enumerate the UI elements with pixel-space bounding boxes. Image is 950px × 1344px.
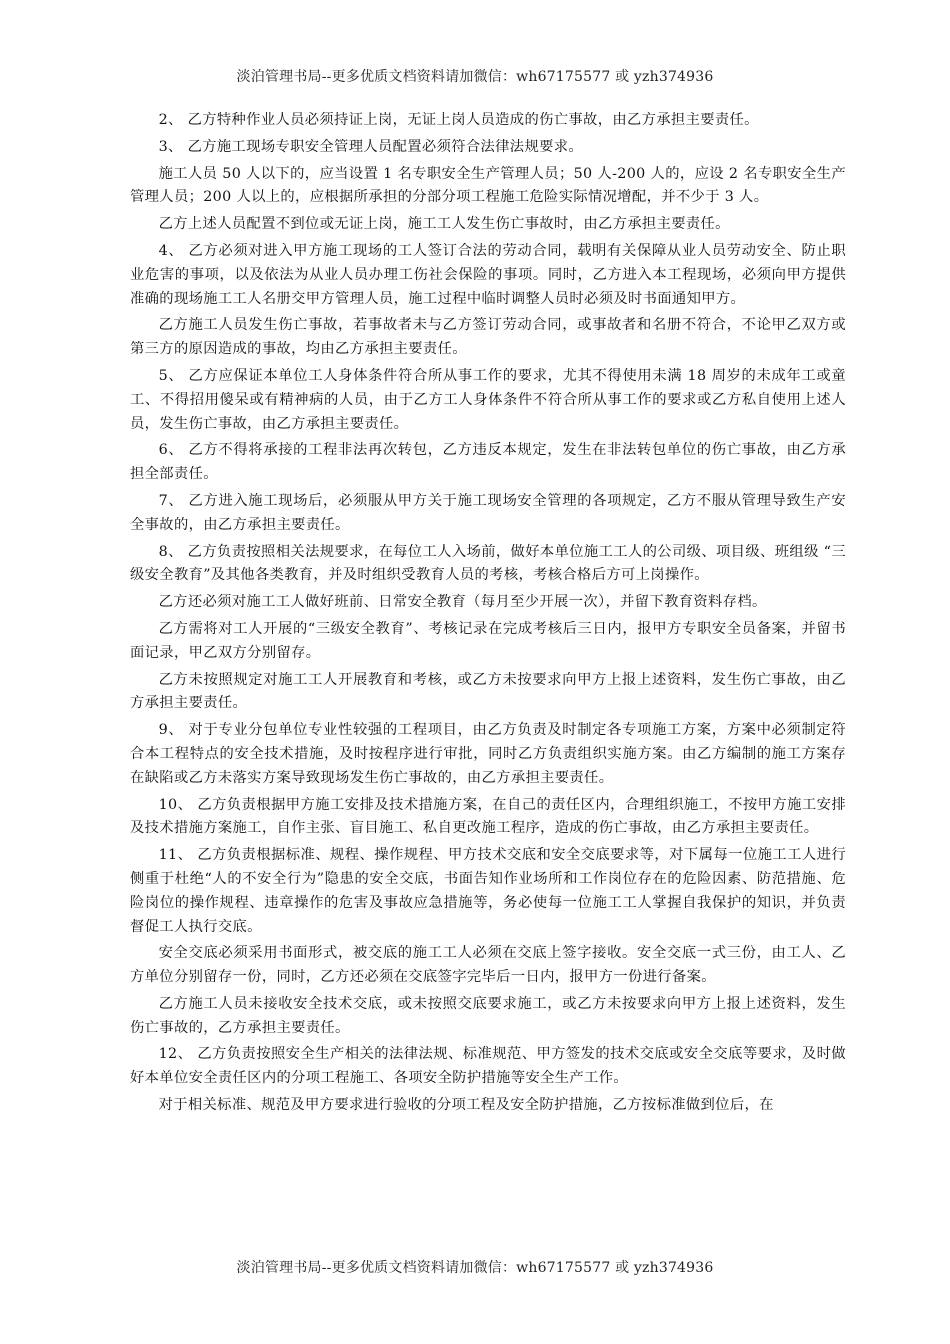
- paragraph: 2、 乙方特种作业人员必须持证上岗，无证上岗人员造成的伤亡事故，由乙方承担主要责任。: [158, 112, 759, 128]
- document-body: [130, 109, 846, 1121]
- paragraph: 11、 乙方负责根据标准、规程、操作规程、甲方技术交底和安全交底要求等，对下属每一位施工工人进行侧重于杜绝“人的不安全行为”隐患的安全交底，书面告知作业场所和工作岗位存在的危险因素、防范措施、危险岗位的操作规程、违章操作的危害及事故应急措施等，务必使每一位施工工人掌握自我保护的知识，并负责督促工人执行交底。: [130, 847, 846, 935]
- paragraph: 施工人员 50 人以下的，应当设置 1 名专职安全生产管理人员；50 人-200 人的，应设 2 名专职安全生产管理人员；200 人以上的，应根据所承担的分部分项工程施工危险实际情况增配，并不少于 3 人。: [130, 165, 846, 206]
- page-footer: 淡泊管理书局--更多优质文档资料请加微信：wh67175577 或 yzh374936: [236, 1260, 714, 1276]
- paragraph: 乙方未按照规定对施工工人开展教育和考核，或乙方未按要求向甲方上报上述资料，发生伤亡事故，由乙方承担主要责任。: [130, 671, 846, 712]
- paragraph: 5、 乙方应保证本单位工人身体条件符合所从事工作的要求，尤其不得使用未满 18 周岁的未成年工或童工、不得招用傻呆或有精神病的人员，由于乙方工人身体条件不符合所从事工作的要求或乙方私自使用上述人员，发生伤亡事故，由乙方承担主要责任。: [130, 367, 846, 432]
- page-header: 淡泊管理书局--更多优质文档资料请加微信：wh67175577 或 yzh374936: [236, 69, 714, 85]
- paragraph: 4、 乙方必须对进入甲方施工现场的工人签订合法的劳动合同，载明有关保障从业人员劳动安全、防止职业危害的事项，以及依法为从业人员办理工伤社会保险的事项。同时，乙方进入本工程现场，必须向甲方提供准确的现场施工工人名册交甲方管理人员，施工过程中临时调整人员时必须及时书面通知甲方。: [130, 242, 846, 307]
- paragraph: 乙方上述人员配置不到位或无证上岗，施工工人发生伤亡事故时，由乙方承担主要责任。: [158, 216, 730, 233]
- paragraph: 乙方需将对工人开展的“三级安全教育”、考核记录在完成考核后三日内，报甲方专职安全员备案，并留书面记录，甲乙双方分别留存。: [130, 620, 846, 661]
- paragraph: 乙方还必须对施工工人做好班前、日常安全教育（每月至少开展一次），并留下教育资料存档。: [158, 594, 767, 611]
- paragraph: 3、 乙方施工现场专职安全管理人员配置必须符合法律法规要求。: [158, 138, 584, 155]
- paragraph: 10、 乙方负责根据甲方施工安排及技术措施方案，在自己的责任区内，合理组织施工，不按甲方施工安排及技术措施方案施工，自作主张、盲目施工、私自更改施工程序，造成的伤亡事故，由乙方承担主要责任。: [130, 796, 846, 837]
- paragraph: 7、 乙方进入施工现场后，必须服从甲方关于施工现场安全管理的各项规定，乙方不服从管理导致生产安全事故的，由乙方承担主要责任。: [130, 492, 846, 533]
- paragraph: 12、 乙方负责按照安全生产相关的法律法规、标准规范、甲方签发的技术交底或安全交底等要求，及时做好本单位安全责任区内的分项工程施工、各项安全防护措施等安全生产工作。: [130, 1046, 846, 1087]
- paragraph: 8、 乙方负责按照相关法规要求，在每位工人入场前，做好本单位施工工人的公司级、项目级、班组级 “三级安全教育”及其他各类教育，并及时组织受教育人员的考核，考核合格后方可上岗操作。: [130, 543, 846, 584]
- paragraph: 9、 对于专业分包单位专业性较强的工程项目，由乙方负责及时制定各专项施工方案，方案中必须制定符合本工程特点的安全技术措施，及时按程序进行审批，同时乙方负责组织实施方案。由乙方编制的施工方案存在缺陷或乙方未落实方案导致现场发生伤亡事故的，由乙方承担主要责任。: [130, 722, 846, 786]
- paragraph: 对于相关标准、规范及甲方要求进行验收的分项工程及安全防护措施，乙方按标准做到位后，在: [158, 1097, 774, 1114]
- paragraph: 乙方施工人员未接收安全技术交底，或未按照交底要求施工，或乙方未按要求向甲方上报上述资料，发生伤亡事故的，乙方承担主要责任。: [130, 995, 846, 1036]
- paragraph: 安全交底必须采用书面形式，被交底的施工工人必须在交底上签字接收。安全交底一式三份，由工人、乙方单位分别留存一份，同时，乙方还必须在交底签字完毕后一日内，报甲方一份进行备案。: [130, 945, 846, 986]
- paragraph: 6、 乙方不得将承接的工程非法再次转包，乙方违反本规定，发生在非法转包单位的伤亡事故，由乙方承担全部责任。: [130, 442, 846, 483]
- paragraph: 乙方施工人员发生伤亡事故，若事故者未与乙方签订劳动合同，或事故者和名册不符合，不论甲乙双方或第三方的原因造成的事故，均由乙方承担主要责任。: [130, 317, 846, 358]
